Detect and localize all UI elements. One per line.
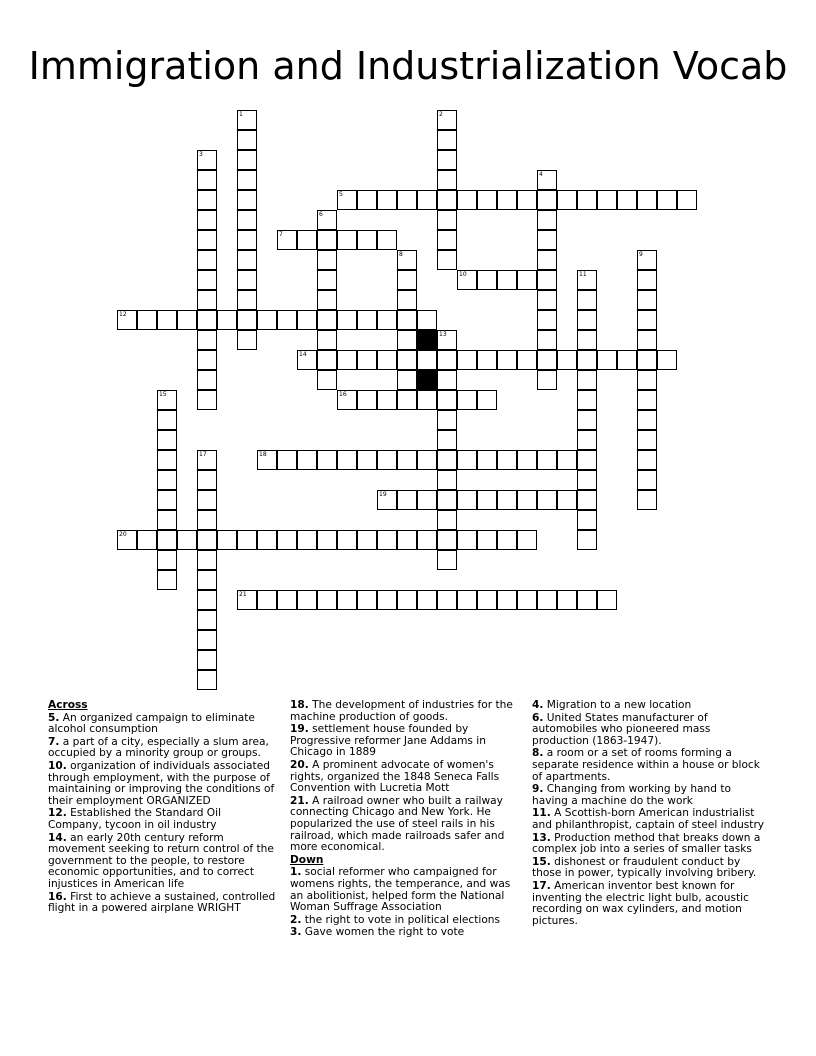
crossword-cell[interactable] [377,450,397,470]
crossword-cell[interactable] [197,670,217,690]
clue-across-19: 19. settlement house founded by Progressive reformer Jane Addams in Chicago in 1889 [290,723,486,759]
crossword-cell[interactable] [197,370,217,390]
clue-down-13: 13. Production method that breaks down a complex job into a series of smaller tasks [532,831,761,856]
crossword-cell[interactable] [397,530,417,550]
crossword-cell[interactable] [557,350,577,370]
crossword-cell[interactable] [277,530,297,550]
crossword-cell[interactable] [417,450,437,470]
crossword-cell[interactable] [637,250,657,270]
crossword-cell[interactable] [457,450,477,470]
crossword-cell[interactable] [417,310,437,330]
crossword-cell[interactable] [237,190,257,210]
clue-down-17: 17. American inventor best known for inventing the electric light bulb, acoustic recording on wax cylinders, and motion pictures. [532,879,749,927]
crossword-cell[interactable] [197,270,217,290]
crossword-cell[interactable] [197,210,217,230]
clue-number: 6 [319,211,323,218]
crossword-cell[interactable] [437,590,457,610]
clue-number: 19 [379,491,387,498]
crossword-cell[interactable] [597,190,617,210]
crossword-cell[interactable] [597,590,617,610]
crossword-cell[interactable] [197,530,217,550]
crossword-cell[interactable] [437,370,457,390]
clue-number: 15 [159,391,167,398]
crossword-block-cell [417,370,437,390]
crossword-cell[interactable] [457,390,477,410]
clue-number: 7 [279,231,283,238]
crossword-cell[interactable] [437,230,457,250]
crossword-cell[interactable] [237,330,257,350]
crossword-cell[interactable] [177,310,197,330]
crossword-cell[interactable] [237,310,257,330]
crossword-cell[interactable] [397,190,417,210]
crossword-cell[interactable] [437,490,457,510]
crossword-cell[interactable] [317,210,337,230]
crossword-cell[interactable] [577,390,597,410]
crossword-cell[interactable] [537,250,557,270]
crossword-cell[interactable] [537,590,557,610]
clue-number: 4 [539,171,543,178]
crossword-cell[interactable] [437,430,457,450]
crossword-cell[interactable] [617,350,637,370]
crossword-cell[interactable] [297,530,317,550]
crossword-cell[interactable] [157,510,177,530]
crossword-cell[interactable] [177,530,197,550]
crossword-cell[interactable] [577,450,597,470]
crossword-cell[interactable] [397,590,417,610]
clue-across-7: 7. a part of a city, especially a slum area, occupied by a minority group or groups. [48,735,269,760]
crossword-cell[interactable] [437,390,457,410]
crossword-cell[interactable] [317,330,337,350]
crossword-cell[interactable] [357,310,377,330]
crossword-cell[interactable] [397,490,417,510]
crossword-cell[interactable] [637,470,657,490]
clue-number: 16 [339,391,347,398]
clue-down-11: 11. A Scottish-born American industrialist and philanthropist, captain of steel industry [532,807,765,831]
crossword-cell[interactable] [197,170,217,190]
clue-number: 13 [439,331,447,338]
crossword-cell[interactable] [377,490,397,510]
crossword-cell[interactable] [377,230,397,250]
crossword-cell[interactable] [317,310,337,330]
clue-number: 12 [119,311,127,318]
crossword-cell[interactable] [457,270,477,290]
crossword-cell[interactable] [197,230,217,250]
crossword-cell[interactable] [637,370,657,390]
crossword-cell[interactable] [157,550,177,570]
crossword-cell[interactable] [197,350,217,370]
crossword-cell[interactable] [537,330,557,350]
crossword-cell[interactable] [357,390,377,410]
crossword-cell[interactable] [577,510,597,530]
crossword-cell[interactable] [157,490,177,510]
crossword-cell[interactable] [137,530,157,550]
crossword-cell[interactable] [237,130,257,150]
crossword-cell[interactable] [197,470,217,490]
crossword-cell[interactable] [577,310,597,330]
crossword-cell[interactable] [637,330,657,350]
crossword-cell[interactable] [297,230,317,250]
crossword-cell[interactable] [197,510,217,530]
crossword-cell[interactable] [497,490,517,510]
crossword-cell[interactable] [357,590,377,610]
crossword-cell[interactable] [337,190,357,210]
crossword-cell[interactable] [537,450,557,470]
crossword-cell[interactable] [117,310,137,330]
crossword-cell[interactable] [657,350,677,370]
clue-number: 8 [399,251,403,258]
crossword-cell[interactable] [537,290,557,310]
crossword-cell[interactable] [317,530,337,550]
crossword-cell[interactable] [397,370,417,390]
crossword-cell[interactable] [437,110,457,130]
crossword-cell[interactable] [157,390,177,410]
clue-number: 18 [259,451,267,458]
crossword-cell[interactable] [237,230,257,250]
clue-number: 11 [579,271,587,278]
clue-number: 2 [439,111,443,118]
crossword-block-cell [417,330,437,350]
crossword-cell[interactable] [317,230,337,250]
crossword-cell[interactable] [217,530,237,550]
crossword-cell[interactable] [457,590,477,610]
crossword-cell[interactable] [437,350,457,370]
crossword-cell[interactable] [477,270,497,290]
crossword-cell[interactable] [277,590,297,610]
clue-down-1: 1. social reformer who campaigned for womens rights, the temperance, and was an abolitionist, helped form the National Woman Suffrage Association [290,866,511,914]
clues-column-1 [48,700,276,916]
crossword-cell[interactable] [317,290,337,310]
crossword-cell[interactable] [637,410,657,430]
crossword-cell[interactable] [397,330,417,350]
crossword-cell[interactable] [317,450,337,470]
page-title: Immigration and Industrialization Vocab [28,44,788,88]
crossword-cell[interactable] [577,290,597,310]
crossword-cell[interactable] [237,250,257,270]
crossword-cell[interactable] [437,510,457,530]
crossword-cell[interactable] [337,450,357,470]
crossword-cell[interactable] [337,230,357,250]
crossword-cell[interactable] [577,490,597,510]
crossword-cell[interactable] [437,210,457,230]
clue-down-3: 3. Gave women the right to vote [290,926,465,939]
crossword-cell[interactable] [277,310,297,330]
crossword-cell[interactable] [337,390,357,410]
crossword-cell[interactable] [317,590,337,610]
crossword-cell[interactable] [517,490,537,510]
crossword-cell[interactable] [497,590,517,610]
crossword-cell[interactable] [637,450,657,470]
crossword-cell[interactable] [197,550,217,570]
crossword-cell[interactable] [197,330,217,350]
clue-number: 5 [339,191,343,198]
crossword-cell[interactable] [677,190,697,210]
crossword-cell[interactable] [557,190,577,210]
crossword-cell[interactable] [197,630,217,650]
crossword-cell[interactable] [577,410,597,430]
crossword-cell[interactable] [157,470,177,490]
down-heading: Down [290,853,324,866]
crossword-cell[interactable] [577,330,597,350]
crossword-cell[interactable] [577,530,597,550]
crossword-cell[interactable] [157,410,177,430]
crossword-cell[interactable] [417,350,437,370]
crossword-cell[interactable] [477,350,497,370]
crossword-cell[interactable] [477,190,497,210]
crossword-cell[interactable] [477,530,497,550]
crossword-cell[interactable] [437,190,457,210]
clue-across-10: 10. organization of individuals associated through employment, with the purpose of maintaining or improving the conditions of their employment ORGANIZED [48,759,275,807]
crossword-cell[interactable] [197,310,217,330]
crossword-cell[interactable] [237,270,257,290]
crossword-cell[interactable] [197,490,217,510]
crossword-cell[interactable] [277,450,297,470]
crossword-cell[interactable] [637,430,657,450]
crossword-cell[interactable] [197,150,217,170]
crossword-cell[interactable] [537,310,557,330]
clue-number: 17 [199,451,207,458]
crossword-cell[interactable] [377,190,397,210]
crossword-cell[interactable] [577,430,597,450]
crossword-cell[interactable] [197,650,217,670]
crossword-cell[interactable] [537,170,557,190]
crossword-cell[interactable] [517,190,537,210]
crossword-cell[interactable] [317,350,337,370]
crossword-cell[interactable] [437,170,457,190]
crossword-cell[interactable] [397,290,417,310]
crossword-cell[interactable] [637,350,657,370]
crossword-cell[interactable] [517,530,537,550]
crossword-cell[interactable] [217,310,237,330]
crossword-cell[interactable] [537,230,557,250]
crossword-cell[interactable] [357,350,377,370]
crossword-cell[interactable] [297,350,317,370]
clue-across-21: 21. A railroad owner who built a railway connecting Chicago and New York. He popularized the use of steel rails in his railroad, which made railroads safer and more economical. [290,794,505,854]
crossword-cell[interactable] [417,490,437,510]
crossword-cell[interactable] [197,450,217,470]
crossword-cell[interactable] [297,590,317,610]
crossword-cell[interactable] [437,470,457,490]
crossword-cell[interactable] [517,450,537,470]
crossword-cell[interactable] [277,230,297,250]
crossword-cell[interactable] [657,190,677,210]
crossword-cell[interactable] [337,310,357,330]
crossword-cell[interactable] [557,490,577,510]
crossword-cell[interactable] [637,310,657,330]
crossword-cell[interactable] [377,590,397,610]
crossword-cell[interactable] [357,190,377,210]
crossword-cell[interactable] [237,150,257,170]
crossword-cell[interactable] [237,290,257,310]
crossword-cell[interactable] [537,190,557,210]
clue-down-15: 15. dishonest or fraudulent conduct by those in power, typically involving bribery. [532,855,757,880]
across-heading: Across [48,699,88,711]
crossword-cell[interactable] [537,350,557,370]
crossword-cell[interactable] [197,290,217,310]
crossword-cell[interactable] [497,270,517,290]
crossword-cell[interactable] [357,530,377,550]
crossword-cell[interactable] [197,250,217,270]
crossword-cell[interactable] [437,130,457,150]
crossword-cell[interactable] [197,390,217,410]
crossword-cell[interactable] [577,470,597,490]
clue-number: 20 [119,531,127,538]
crossword-cell[interactable] [337,350,357,370]
clue-across-12: 12. Established the Standard Oil Company, tycoon in oil industry [48,807,222,831]
crossword-cell[interactable] [637,270,657,290]
crossword-cell[interactable] [437,150,457,170]
crossword-cell[interactable] [197,610,217,630]
crossword-cell[interactable] [357,450,377,470]
crossword-cell[interactable] [377,530,397,550]
crossword-cell[interactable] [397,250,417,270]
crossword-cell[interactable] [237,210,257,230]
crossword-cell[interactable] [577,350,597,370]
crossword-cell[interactable] [497,190,517,210]
crossword-cell[interactable] [397,350,417,370]
crossword-cell[interactable] [477,390,497,410]
clues-column-3 [532,700,768,928]
crossword-cell[interactable] [257,590,277,610]
crossword-cell[interactable] [137,310,157,330]
clue-number: 1 [239,111,243,118]
clue-across-5: 5. An organized campaign to eliminate alcohol consumption [48,711,255,736]
crossword-cell[interactable] [637,490,657,510]
crossword-cell[interactable] [577,370,597,390]
clue-across-16: 16. First to achieve a sustained, controlled flight in a powered airplane WRIGHT [48,890,276,915]
crossword-cell[interactable] [117,530,137,550]
crossword-cell[interactable] [637,190,657,210]
crossword-cell[interactable] [257,450,277,470]
crossword-cell[interactable] [517,350,537,370]
crossword-cell[interactable] [417,530,437,550]
crossword-cell[interactable] [437,550,457,570]
clue-down-9: 9. Changing from working by hand to having a machine do the work [532,783,731,807]
clue-down-6: 6. United States manufacturer of automobiles who pioneered mass production (1863-1947). [532,711,711,747]
crossword-cell[interactable] [297,310,317,330]
crossword-cell[interactable] [537,270,557,290]
crossword-cell[interactable] [537,490,557,510]
crossword-cell[interactable] [157,310,177,330]
crossword-cell[interactable] [557,450,577,470]
crossword-cell[interactable] [237,530,257,550]
crossword-cell[interactable] [537,210,557,230]
clue-number: 9 [639,251,643,258]
crossword-cell[interactable] [197,590,217,610]
clue-number: 14 [299,351,307,358]
crossword-cell[interactable] [197,190,217,210]
crossword-cell[interactable] [157,530,177,550]
crossword-cell[interactable] [437,410,457,430]
crossword-cell[interactable] [237,590,257,610]
crossword-cell[interactable] [457,350,477,370]
crossword-cell[interactable] [317,370,337,390]
crossword-cell[interactable] [437,250,457,270]
clue-down-8: 8. a room or a set of rooms forming a separate residence within a house or block of apartments. [532,747,760,783]
clue-down-4: 4. Migration to a new location [532,699,692,711]
crossword-cell[interactable] [397,450,417,470]
crossword-cell[interactable] [577,590,597,610]
crossword-cell[interactable] [377,390,397,410]
crossword-cell[interactable] [497,350,517,370]
clue-number: 3 [199,151,203,158]
crossword-cell[interactable] [197,570,217,590]
crossword-cell[interactable] [437,530,457,550]
crossword-cell[interactable] [597,350,617,370]
crossword-cell[interactable] [517,590,537,610]
crossword-cell[interactable] [497,530,517,550]
crossword-cell[interactable] [437,450,457,470]
crossword-cell[interactable] [417,590,437,610]
crossword-cell[interactable] [337,590,357,610]
crossword-cell[interactable] [157,450,177,470]
crossword-cell[interactable] [397,270,417,290]
clues-column-2 [290,700,518,940]
crossword-cell[interactable] [417,190,437,210]
clue-number: 21 [239,591,247,598]
crossword-cell[interactable] [477,490,497,510]
clue-down-2: 2. the right to vote in political elections [290,913,501,926]
crossword-cell[interactable] [397,390,417,410]
clue-across-18: 18. The development of industries for the machine production of goods. [290,699,513,723]
crossword-cell[interactable] [417,390,437,410]
crossword-cell[interactable] [337,530,357,550]
clue-across-20: 20. A prominent advocate of women's rights, organized the 1848 Seneca Falls Convention with Lucretia Mott [290,758,500,795]
crossword-cell[interactable] [157,570,177,590]
crossword-cell[interactable] [157,430,177,450]
crossword-cell[interactable] [537,370,557,390]
crossword-cell[interactable] [437,330,457,350]
crossword-cell[interactable] [257,530,277,550]
crossword-cell[interactable] [557,590,577,610]
crossword-cell[interactable] [237,170,257,190]
crossword-cell[interactable] [297,450,317,470]
crossword-cell[interactable] [477,450,497,470]
crossword-cell[interactable] [397,310,417,330]
crossword-cell[interactable] [517,270,537,290]
crossword-cell[interactable] [477,590,497,610]
crossword-cell[interactable] [377,350,397,370]
crossword-cell[interactable] [317,270,337,290]
clue-number: 10 [459,271,467,278]
crossword-cell[interactable] [357,230,377,250]
crossword-cell[interactable] [497,450,517,470]
crossword-cell[interactable] [457,490,477,510]
crossword-cell[interactable] [377,310,397,330]
crossword-cell[interactable] [457,190,477,210]
clue-across-14: 14. an early 20th century reform movement seeking to return control of the government to the people, to restore economic opportunities, and to correct injustices in American life [48,831,274,890]
crossword-cell[interactable] [617,190,637,210]
crossword-cell[interactable] [637,390,657,410]
crossword-cell[interactable] [637,290,657,310]
crossword-cell[interactable] [257,310,277,330]
crossword-cell[interactable] [577,270,597,290]
crossword-cell[interactable] [577,190,597,210]
crossword-cell[interactable] [237,110,257,130]
crossword-cell[interactable] [457,530,477,550]
crossword-cell[interactable] [317,250,337,270]
